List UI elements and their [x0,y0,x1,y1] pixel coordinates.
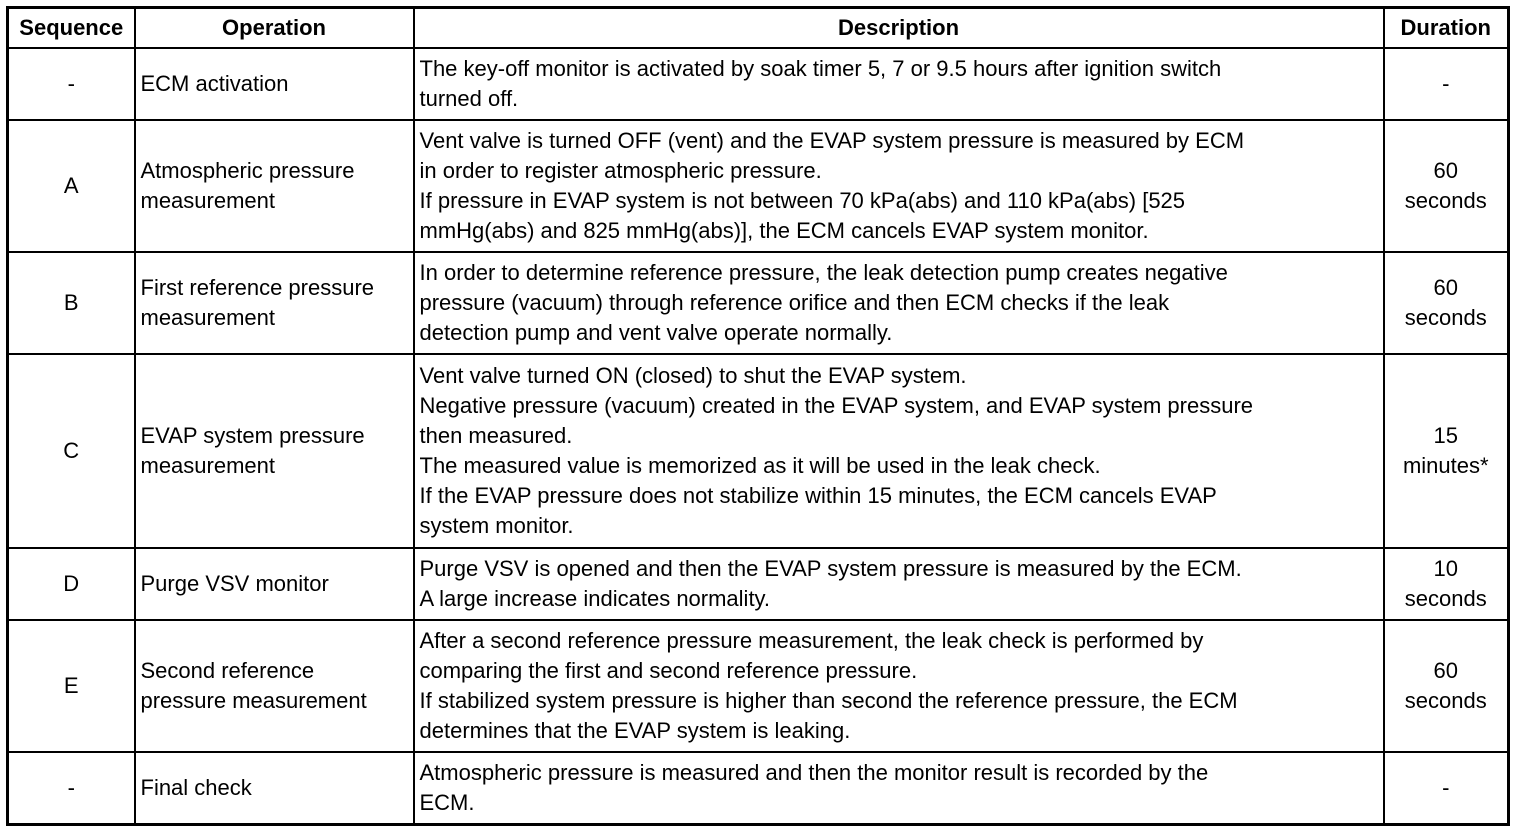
description-line: Atmospheric pressure is measured and then the monitor result is recorded by the [419,759,1209,785]
duration-line: - [1442,774,1450,800]
description-cell [414,354,1384,548]
header-row [8,8,1509,49]
description-line: comparing the first and second reference pressure. [419,658,918,683]
description-line: If the EVAP pressure does not stabilize within 15 minutes, the ECM cancels EVAP [419,483,1217,508]
sequence-cell: A [8,120,135,252]
description-line: in order to register atmospheric pressure. [419,158,822,183]
operation-line: Second reference [140,658,315,683]
duration-cell [1384,620,1509,752]
description-line: If stabilized system pressure is higher than second the reference pressure, the ECM [419,688,1238,713]
description-line: After a second reference pressure measurement, the leak check is performed by [419,628,1204,653]
description-cell [414,752,1384,824]
operation-cell [135,620,414,752]
duration-line: 60 [1433,158,1458,183]
sequence-cell: C [8,354,135,548]
duration-line: 60 [1433,275,1458,300]
operation-cell [135,120,414,252]
description-cell [414,252,1384,354]
table-row [8,120,1509,252]
description-line: In order to determine reference pressure, the leak detection pump creates negative [419,260,1228,285]
duration-line: 60 [1433,658,1458,683]
duration-cell [1384,548,1509,620]
header-description: Description [414,8,1384,49]
operation-cell [135,752,414,824]
operation-cell [135,548,414,620]
description-line: The key-off monitor is activated by soak timer 5, 7 or 9.5 hours after ignition switch [419,56,1222,81]
sequence-cell: - [8,752,135,824]
duration-line: 15 [1433,423,1458,448]
table-row [8,620,1509,752]
duration-cell [1384,354,1509,548]
duration-line: minutes* [1402,453,1489,478]
procedure-table [6,6,1510,826]
description-cell [414,120,1384,252]
operation-line: Purge VSV monitor [140,571,329,596]
table-row [8,548,1509,620]
operation-cell [135,48,414,120]
duration-cell [1384,120,1509,252]
duration-line: 10 [1433,556,1458,581]
description-line: turned off. [419,86,519,111]
operation-line: Final check [140,774,252,800]
description-line: Negative pressure (vacuum) created in the EVAP system, and EVAP system pressure [419,393,1254,418]
table-row [8,252,1509,354]
description-line: pressure (vacuum) through reference orifice and then ECM checks if the leak [419,290,1170,315]
operation-cell [135,354,414,548]
header-sequence: Sequence [8,8,135,49]
description-line: system monitor. [419,513,574,538]
description-line: A large increase indicates normality. [419,586,771,611]
operation-line: measurement [140,188,276,213]
operation-cell [135,252,414,354]
description-cell [414,48,1384,120]
duration-cell [1384,252,1509,354]
description-line: determines that the EVAP system is leaking. [419,718,851,743]
description-cell [414,548,1384,620]
description-line: If pressure in EVAP system is not between 70 kPa(abs) and 110 kPa(abs) [525 [419,188,1186,213]
duration-cell [1384,48,1509,120]
duration-cell [1384,752,1509,824]
table-row [8,752,1509,824]
sequence-cell: D [8,548,135,620]
operation-line: pressure measurement [140,688,367,713]
sequence-cell: E [8,620,135,752]
operation-line: ECM activation [140,71,289,96]
operation-line: Atmospheric pressure [140,158,355,183]
duration-line: seconds [1404,688,1487,713]
description-cell [414,620,1384,752]
duration-line: seconds [1404,188,1487,213]
table-row [8,354,1509,548]
duration-line: seconds [1404,586,1487,611]
sequence-cell: - [8,48,135,120]
description-line: then measured. [419,423,573,448]
operation-line: First reference pressure [140,275,375,300]
description-line: Vent valve is turned OFF (vent) and the EVAP system pressure is measured by ECM [419,128,1245,153]
table-row [8,48,1509,120]
operation-line: EVAP system pressure [140,423,365,448]
header-duration: Duration [1384,8,1509,49]
description-line: detection pump and vent valve operate normally. [419,320,893,345]
header-operation: Operation [135,8,414,49]
description-line: The measured value is memorized as it will be used in the leak check. [419,453,1101,478]
duration-line: seconds [1404,305,1487,330]
duration-line: - [1442,71,1450,96]
description-line: Vent valve turned ON (closed) to shut the EVAP system. [419,363,967,388]
description-line: mmHg(abs) and 825 mmHg(abs)], the ECM cancels EVAP system monitor. [419,218,1149,243]
operation-line: measurement [140,305,276,330]
sequence-cell: B [8,252,135,354]
operation-line: measurement [140,453,276,478]
description-line: Purge VSV is opened and then the EVAP system pressure is measured by the ECM. [419,556,1242,581]
description-line: ECM. [419,789,475,815]
